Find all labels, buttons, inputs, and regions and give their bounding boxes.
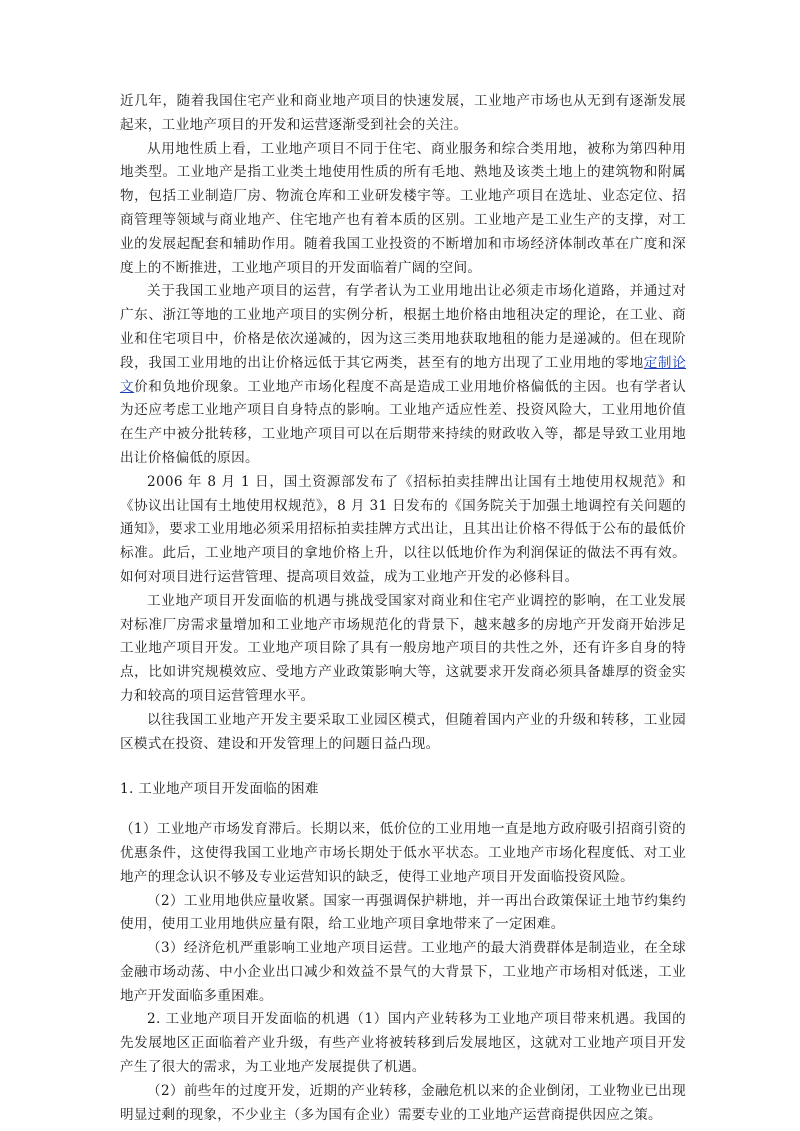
section-heading-difficulties: 1. 工业地产项目开发面临的困难 <box>120 781 319 798</box>
paragraph-operation-text-1: 关于我国工业地产项目的运营，有学者认为工业用地出让必须走市场化道路，并通过对广东、浙江等地的工业地产项目的实例分析，根据土地价格由地租决定的理论，在工业、商业和住宅项目中，价格是依次递减的，因为这三类用地获取地租的能力是递减的。但在现阶段，我国工业用地的出让价格远低于其它两类，甚至有的地方出现了工业用地的零地 <box>120 283 686 371</box>
paragraph-operation <box>120 280 686 470</box>
paragraph-industrial-park: 以往我国工业地产开发主要采取工业园区模式，但随着国内产业的升级和转移，工业园区模式在投资、建设和开发管理上的问题日益凸现。 <box>120 711 686 752</box>
paragraph-difficulty-1: （1）工业地产市场发育滞后。长期以来，低价位的工业用地一直是地方政府吸引招商引资的优惠条件，这使得我国工业地产市场长期处于低水平状态。工业地产市场化程度低、对工业地产的理念认识不够及专业运营知识的缺乏，使得工业地产项目开发面临投资风险。 <box>120 821 686 885</box>
document-body <box>120 90 686 1127</box>
paragraph-policy-2006: 2006 年 8 月 1 日，国土资源部发布了《招标拍卖挂牌出让国有土地使用权规范》和《协议出让国有土地使用权规范》，8 月 31 日发布的《国务院关于加强土地调控有关问题的通知》，要求工业用地必须采用招标拍卖挂牌方式出让，且其出让价格不得低于公布的最低价标准。此后，工业地产项目的拿地价格上升，以往以低地价作为利润保证的做法不再有效。如何对项目进行运营管理、提高项目效益，成为工业地产开发的必修科目。 <box>120 473 686 585</box>
paragraph-land-nature: 从用地性质上看，工业地产项目不同于住宅、商业服务和综合类用地，被称为第四种用地类型。工业地产是指工业类土地使用性质的所有毛地、熟地及该类土地上的建筑物和附属物，包括工业制造厂房、物流仓库和工业研发楼宇等。工业地产项目在选址、业态定位、招商管理等领域与商业地产、住宅地产也有着本质的区别。工业地产是工业生产的支撑，对工业的发展起配套和辅助作用。随着我国工业投资的不断增加和市场经济体制改革在广度和深度上的不断推进，工业地产项目的开发面临着广阔的空间。 <box>120 140 686 276</box>
paragraph-opportunity-challenge: 工业地产项目开发面临的机遇与挑战受国家对商业和住宅产业调控的影响，在工业发展对标准厂房需求量增加和工业地产市场规范化的背景下，越来越多的房地产开发商开始涉足工业地产项目开发。工业地产项目除了具有一般房地产项目的共性之外，还有许多自身的特点，比如讲究规模效应、受地方产业政策影响大等，这就要求开发商必须具备雄厚的资金实力和较高的项目运营管理水平。 <box>120 592 686 704</box>
paragraph-operation-text-2: 价和负地价现象。工业地产市场化程度不高是造成工业用地价格偏低的主因。也有学者认为还应考虑工业地产项目自身特点的影响。工业地产适应性差、投资风险大，工业用地价值在生产中被分批转移，工业地产项目可以在后期带来持续的财政收入等，都是导致工业用地出让价格偏低的原因。 <box>120 378 686 466</box>
paragraph-intro: 近几年，随着我国住宅产业和商业地产项目的快速发展，工业地产市场也从无到有逐渐发展起来，工业地产项目的开发和运营逐渐受到社会的关注。 <box>120 93 686 133</box>
paragraph-opportunity-1: 2. 工业地产项目开发面临的机遇（1）国内产业转移为工业地产项目带来机遇。我国的先发展地区正面临着产业升级，有些产业将被转移到后发展地区，这就对工业地产项目开发产生了很大的需求，为工业地产发展提供了机遇。 <box>120 1011 686 1076</box>
paragraph-difficulty-3: （3）经济危机严重影响工业地产项目运营。工业地产的最大消费群体是制造业，在全球金融市场动荡、中小企业出口减少和效益不景气的大背景下，工业地产市场相对低迷，工业地产开发面临多重困难。 <box>120 940 686 1004</box>
custom-paper-link[interactable]: 定制论文 <box>120 354 686 395</box>
paragraph-difficulty-2: （2）工业用地供应量收紧。国家一再强调保护耕地，并一再出台政策保证土地节约集约使用，使用工业用地供应量有限，给工业地产项目拿地带来了一定困难。 <box>120 892 686 933</box>
paragraph-opportunity-2: （2）前些年的过度开发，近期的产业转移，金融危机以来的企业倒闭，工业物业已出现明显过剩的现象，不少业主（多为国有企业）需要专业的工业地产运营商提供因应之策。 <box>120 1082 686 1123</box>
